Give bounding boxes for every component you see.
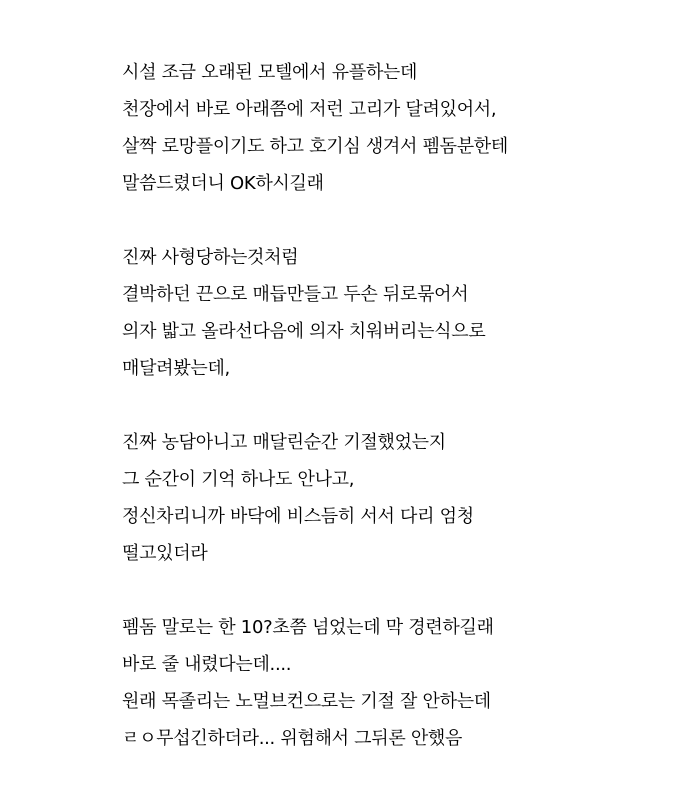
text-line: 결박하던 끈으로 매듭만들고 두손 뒤로묶어서 bbox=[122, 284, 469, 305]
paragraph-2 bbox=[122, 239, 662, 387]
text-line: 정신차리니까 바닥에 비스듬히 서서 다리 엄청 bbox=[122, 506, 474, 527]
text-line: 살짝 로망플이기도 하고 호기심 생겨서 펨돔분한테 bbox=[122, 136, 508, 157]
text-line: 바로 줄 내렸다는데.... bbox=[122, 654, 292, 675]
text-line: 천장에서 바로 아래쯤에 저런 고리가 달려있어서, bbox=[122, 99, 497, 120]
text-line: 시설 조금 오래된 모텔에서 유플하는데 bbox=[122, 62, 418, 83]
text-line: 진짜 사형당하는것처럼 bbox=[122, 247, 299, 268]
text-line: 말씀드렸더니 OK하시길래 bbox=[122, 173, 324, 194]
paragraph-4 bbox=[122, 609, 662, 757]
text-line: 원래 목졸리는 노멀브컨으로는 기절 잘 안하는데 bbox=[122, 691, 491, 712]
text-line: ㄹㅇ무섭긴하더라... 위험해서 그뒤론 안했음 bbox=[122, 728, 463, 749]
text-line: 의자 밟고 올라선다음에 의자 치워버리는식으로 bbox=[122, 321, 486, 342]
text-line: 매달려봤는데, bbox=[122, 358, 230, 379]
text-line: 진짜 농담아니고 매달린순간 기절했었는지 bbox=[122, 432, 446, 453]
text-line: 떨고있더라 bbox=[122, 543, 208, 564]
paragraph-1 bbox=[122, 54, 662, 202]
text-line: 그 순간이 기억 하나도 안나고, bbox=[122, 469, 355, 490]
post-body bbox=[122, 54, 662, 794]
paragraph-3 bbox=[122, 424, 662, 572]
text-line: 펨돔 말로는 한 10?초쯤 넘었는데 막 경련하길래 bbox=[122, 617, 494, 638]
